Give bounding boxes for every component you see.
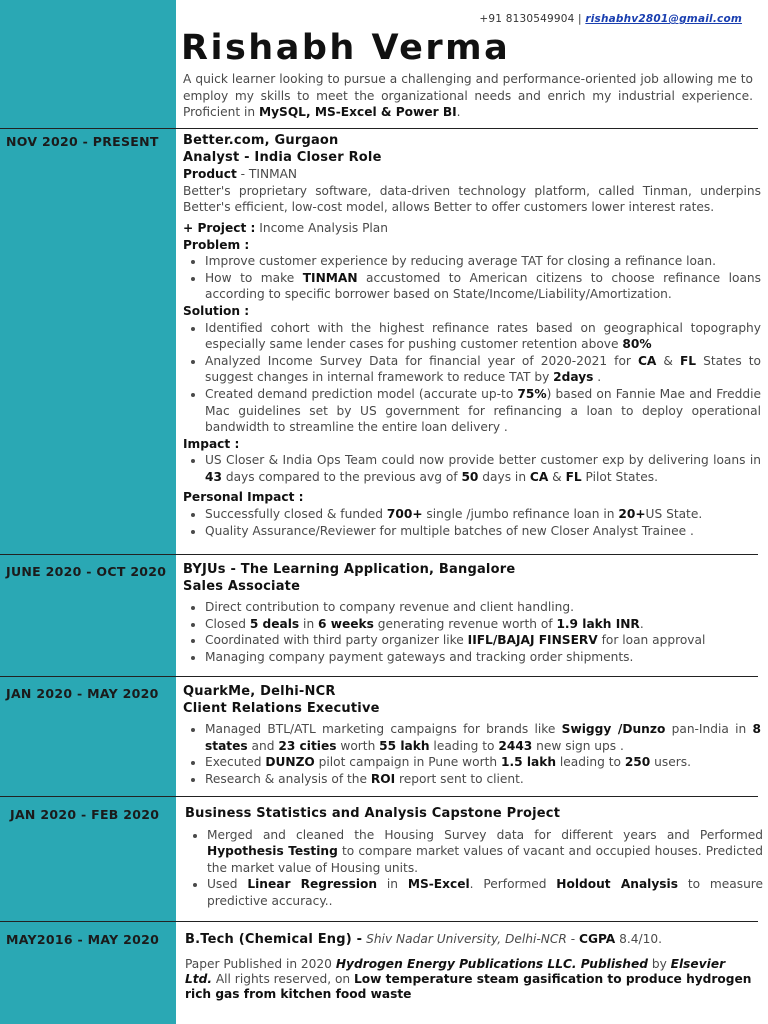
personal-impact-list: [183, 506, 761, 539]
section-byjus: [183, 562, 761, 666]
product-value: - TINMAN: [236, 167, 298, 182]
problem-label: Problem :: [183, 237, 250, 252]
company-better: Better.com, Gurgaon: [183, 133, 339, 148]
list-item: • How to make TINMAN accustomed to American citizens to choose refinance loans according to specific borrower based on State/Income/Liability/Amortization.: [205, 270, 761, 303]
company-byjus: BYJUs - The Learning Application, Bangalore: [183, 562, 516, 577]
role-better: Analyst - India Closer Role: [183, 149, 382, 165]
company-quarkme: QuarkMe, Delhi-NCR: [183, 684, 336, 699]
cgpa-value: 8.4/10.: [615, 932, 662, 946]
section-quarkme: [183, 684, 761, 788]
divider: [0, 796, 758, 797]
divider: [0, 554, 758, 555]
list-item: • Managed BTL/ATL marketing campaigns for brands like Swiggy /Dunzo pan-India in 8 states and 23 cities worth 55 lakh leading to 2443 new sign ups .: [205, 721, 761, 754]
product-desc: Better's proprietary software, data-driven technology platform, called Tinman, underpins Better's efficient, low-cost model, allows Better to offer customers lower interest rates.: [183, 183, 761, 215]
personal-impact-label: Personal Impact :: [183, 490, 304, 505]
list-item: • Executed DUNZO pilot campaign in Pune worth 1.5 lakh leading to 250 users.: [205, 754, 761, 771]
candidate-name: Rishabh Verma: [181, 28, 511, 68]
summary: [183, 71, 753, 121]
publication: Paper Published in 2020 Hydrogen Energy Publications LLC. Published by Elsevier Ltd. All rights reserved, on Low temperature steam gasification to produce hydrogen rich gas from kitchen food waste: [185, 956, 752, 1001]
summary-skills: MySQL, MS-Excel & Power BI: [258, 105, 457, 119]
section-capstone: [185, 806, 763, 910]
problem-list: [183, 253, 761, 303]
quarkme-list: [183, 721, 761, 787]
project-label: + Project :: [183, 220, 256, 235]
list-item: • Research & analysis of the ROI report sent to client.: [205, 771, 761, 788]
solution-label: Solution :: [183, 303, 250, 318]
section-better: [183, 133, 761, 539]
capstone-title: Business Statistics and Analysis Capstone Project: [185, 806, 561, 821]
contact-line: [479, 13, 742, 25]
date-better: NOV 2020 - PRESENT: [6, 134, 159, 149]
list-item: • Analyzed Income Survey Data for financial year of 2020-2021 for CA & FL States to suggest changes in internal framework to reduce TAT by 2days .: [205, 353, 761, 386]
summary-end: .: [456, 105, 461, 119]
product-label: Product: [183, 167, 237, 182]
list-item: • US Closer & India Ops Team could now provide better customer exp by delivering loans in 43 days compared to the previous avg of 50 days in CA & FL Pilot States.: [205, 452, 761, 485]
project-line: [183, 220, 761, 237]
university: Shiv Nadar University, Delhi-NCR: [362, 932, 567, 946]
list-item: • Successfully closed & funded 700+ single /jumbo refinance loan in 20+US State.: [205, 506, 761, 523]
list-item: • Used Linear Regression in MS-Excel. Performed Holdout Analysis to measure predictive accuracy..: [207, 876, 763, 909]
list-item: • Quality Assurance/Reviewer for multiple batches of new Closer Analyst Trainee .: [205, 523, 761, 540]
date-capstone: JAN 2020 - FEB 2020: [10, 807, 160, 822]
contact-separator: |: [574, 13, 586, 25]
list-item: • Closed 5 deals in 6 weeks generating revenue worth of 1.9 lakh INR.: [205, 616, 761, 633]
phone-number: +91 8130549904: [479, 13, 575, 25]
section-education: [185, 931, 755, 1002]
sidebar: [0, 0, 176, 1024]
list-item: • Identified cohort with the highest refinance rates based on geographical topography especially same lender cases for pushing customer retention above 80%: [205, 320, 761, 353]
list-item: • Managing company payment gateways and tracking order shipments.: [205, 649, 761, 666]
divider: [0, 676, 758, 677]
list-item: • Coordinated with third party organizer like IIFL/BAJAJ FINSERV for loan approval: [205, 632, 761, 649]
list-item: • Merged and cleaned the Housing Survey data for different years and Performed Hypothesis Testing to compare market values of vacant and occupied houses. Predicted the market value of Housing units.: [207, 827, 763, 877]
list-item: • Improve customer experience by reducing average TAT for closing a refinance loan.: [205, 253, 761, 270]
capstone-list: [185, 827, 763, 910]
date-education: MAY2016 - MAY 2020: [6, 932, 160, 947]
solution-list: [183, 320, 761, 436]
degree-line: B.Tech (Chemical Eng) - Shiv Nadar University, Delhi-NCR - CGPA 8.4/10.: [185, 932, 662, 947]
divider: [0, 128, 758, 129]
list-item: • Direct contribution to company revenue and client handling.: [205, 599, 761, 616]
role-byjus: Sales Associate: [183, 578, 301, 594]
list-item: • Created demand prediction model (accurate up-to 75%) based on Fannie Mae and Freddie Mac guidelines set by US government for refinancing a loan to deploy operational bandwidth to streamline the entire loan delivery .: [205, 386, 761, 436]
date-quarkme: JAN 2020 - MAY 2020: [6, 686, 159, 701]
degree: B.Tech (Chemical Eng) -: [185, 932, 363, 947]
impact-label: Impact :: [183, 436, 240, 451]
summary-text: A quick learner looking to pursue a challenging and performance-oriented job allowing me to employ my skills to meet the organizational needs and enrich my industrial experience. Proficient in: [183, 72, 753, 119]
cgpa-label: CGPA: [579, 932, 616, 946]
email-link[interactable]: rishabhv2801@gmail.com: [585, 13, 742, 25]
product-line: [183, 166, 761, 183]
role-quarkme: Client Relations Executive: [183, 700, 380, 716]
date-byjus: JUNE 2020 - OCT 2020: [6, 564, 167, 579]
project-value: Income Analysis Plan: [255, 220, 389, 235]
impact-list: [183, 452, 761, 485]
byjus-list: [183, 599, 761, 665]
divider: [0, 921, 758, 922]
